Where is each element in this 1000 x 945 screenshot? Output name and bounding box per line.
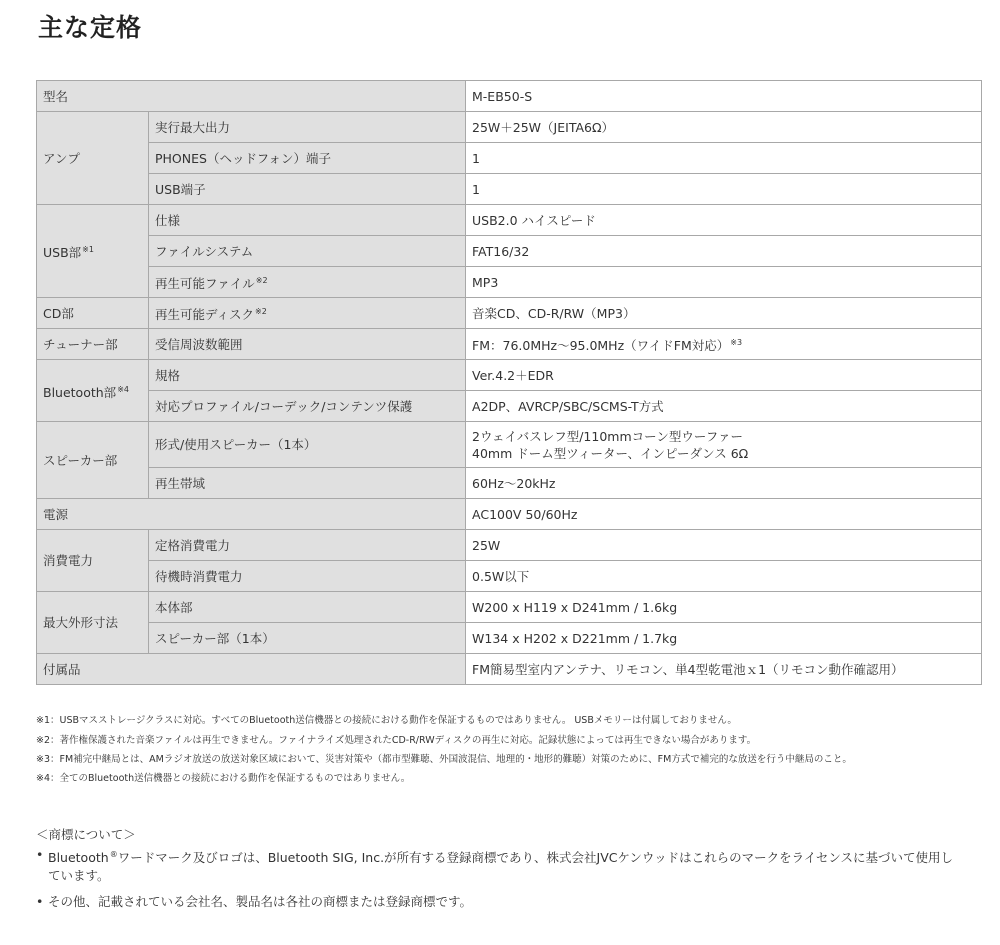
spec-value-filesystem: FAT16/32 [466,236,982,267]
spec-label-bt-profiles: 対応プロファイル/コーデック/コンテンツ保護 [149,391,466,422]
spec-category-bluetooth [37,360,149,422]
spec-label-speaker-type: 形式/使用スピーカー（1本） [149,422,466,468]
table-row [37,499,982,530]
spec-category-amp: アンプ [37,112,149,205]
spec-category-usb-label: USB部 [43,245,82,260]
spec-value-power: AC100V 50/60Hz [466,499,982,530]
spec-label-files-text: 再生可能ファイル [155,276,255,291]
spec-category-cd: CD部 [37,298,149,329]
trademark-list [36,846,956,919]
table-row [37,205,982,236]
spec-label-discs [149,298,466,329]
spec-value-bt-standard: Ver.4.2＋EDR [466,360,982,391]
spec-value-speaker-type-line1: 2ウェイバスレフ型/110mmコーン型ウーファー [472,428,744,444]
spec-category-consumption: 消費電力 [37,530,149,592]
table-row [37,81,982,112]
page-title: 主な定格 [38,13,143,42]
spec-value-bt-profiles: A2DP、AVRCP/SBC/SCMS-T方式 [466,391,982,422]
spec-value-standby: 0.5W以下 [466,561,982,592]
spec-category-dimensions: 最大外形寸法 [37,592,149,654]
table-row [37,329,982,360]
footnote-mark: ※1 [82,245,94,254]
list-item [36,846,956,885]
footnote-2: ※2：著作権保護された音楽ファイルは再生できません。ファイナライズ処理されたCD-R/RWディスクの再生に対応。記録状態によっては再生できない場合があります。 [36,735,757,746]
table-row [37,143,982,174]
table-row [37,530,982,561]
trademark-heading: ＜商標について＞ [36,827,136,842]
spec-value-dim-speaker: W134 x H202 x D221mm / 1.7kg [466,623,982,654]
spec-label-power: 電源 [37,499,466,530]
footnote-3: ※3：FM補完中継局とは、AMラジオ放送の放送対象区域において、災害対策や（都市型難聴、外国波混信、地理的・地形的難聴）対策のために、FM方式で補完的な放送を行う中継局のこと。 [36,754,852,765]
table-row [37,267,982,298]
spec-value-files: MP3 [466,267,982,298]
spec-label-usb-port: USB端子 [149,174,466,205]
spec-category-speaker: スピーカー部 [37,422,149,499]
table-row [37,468,982,499]
spec-value-freq [466,329,982,360]
spec-label-phones: PHONES（ヘッドフォン）端子 [149,143,466,174]
spec-value-phones: 1 [466,143,982,174]
footnote-mark: ※4 [117,384,129,394]
trademark-item-2: その他、記載されている会社名、製品名は各社の商標または登録商標です。 [48,894,473,909]
trademark-item-1-a: Bluetooth [48,850,109,865]
spec-label-dim-speaker: スピーカー部（1本） [149,623,466,654]
table-row [37,174,982,205]
table-row [37,623,982,654]
trademark-item-1-b: ワードマーク及びロゴは、Bluetooth SIG, Inc.が所有する登録商標であり、株式会社JVCケンウッドはこれらのマークをライセンスに基づいて使用しています。 [48,850,954,883]
spec-category-usb [37,205,149,298]
spec-value-output: 25W＋25W（JEITA6Ω） [466,112,982,143]
table-row [37,592,982,623]
spec-label-output: 実行最大出力 [149,112,466,143]
spec-value-speaker-range: 60Hz〜20kHz [466,468,982,499]
spec-value-speaker-type [466,422,982,468]
spec-value-freq-text: FM：76.0MHz〜95.0MHz（ワイドFM対応） [472,338,730,353]
spec-label-usb-spec: 仕様 [149,205,466,236]
spec-label-rated: 定格消費電力 [149,530,466,561]
spec-value-model: M-EB50-S [466,81,982,112]
footnote-mark: ※2 [255,276,268,285]
spec-value-dim-body: W200 x H119 x D241mm / 1.6kg [466,592,982,623]
spec-label-speaker-range: 再生帯域 [149,468,466,499]
spec-label-dim-body: 本体部 [149,592,466,623]
footnote-4: ※4：全てのBluetooth送信機器との接続における動作を保証するものではありません。 [36,773,411,784]
spec-value-discs: 音楽CD、CD-R/RW（MP3） [466,298,982,329]
footnote-mark: ※3 [730,338,743,347]
footnote-1: ※1：USBマスストレージクラスに対応。すべてのBluetooth送信機器との接続における動作を保証するものではありません。 USBメモリーは付属しておりません。 [36,715,737,726]
footnote-mark: ※2 [255,307,267,316]
spec-value-rated: 25W [466,530,982,561]
spec-category-bluetooth-label: Bluetooth部 [43,384,117,400]
spec-table [36,80,982,685]
table-row [37,654,982,685]
registered-mark: ® [109,850,118,859]
table-row [37,236,982,267]
spec-label-freq: 受信周波数範囲 [149,329,466,360]
table-row [37,360,982,391]
spec-label-filesystem: ファイルシステム [149,236,466,267]
spec-category-tuner: チューナー部 [37,329,149,360]
spec-value-usb-port: 1 [466,174,982,205]
spec-label-model: 型名 [37,81,466,112]
spec-label-standby: 待機時消費電力 [149,561,466,592]
spec-value-speaker-type-line2: 40mm ドーム型ツィーター、インピーダンス 6Ω [472,445,749,461]
spec-label-accessories: 付属品 [37,654,466,685]
list-item [36,893,956,911]
spec-label-bt-standard: 規格 [149,360,466,391]
spec-label-discs-text: 再生可能ディスク [155,307,255,322]
table-row [37,391,982,422]
spec-value-usb-spec: USB2.0 ハイスピード [466,205,982,236]
table-row [37,298,982,329]
spec-label-files [149,267,466,298]
table-row [37,112,982,143]
table-row [37,561,982,592]
spec-value-accessories: FM簡易型室内アンテナ、リモコン、単4型乾電池ｘ1（リモコン動作確認用） [466,654,982,685]
table-row [37,422,982,468]
